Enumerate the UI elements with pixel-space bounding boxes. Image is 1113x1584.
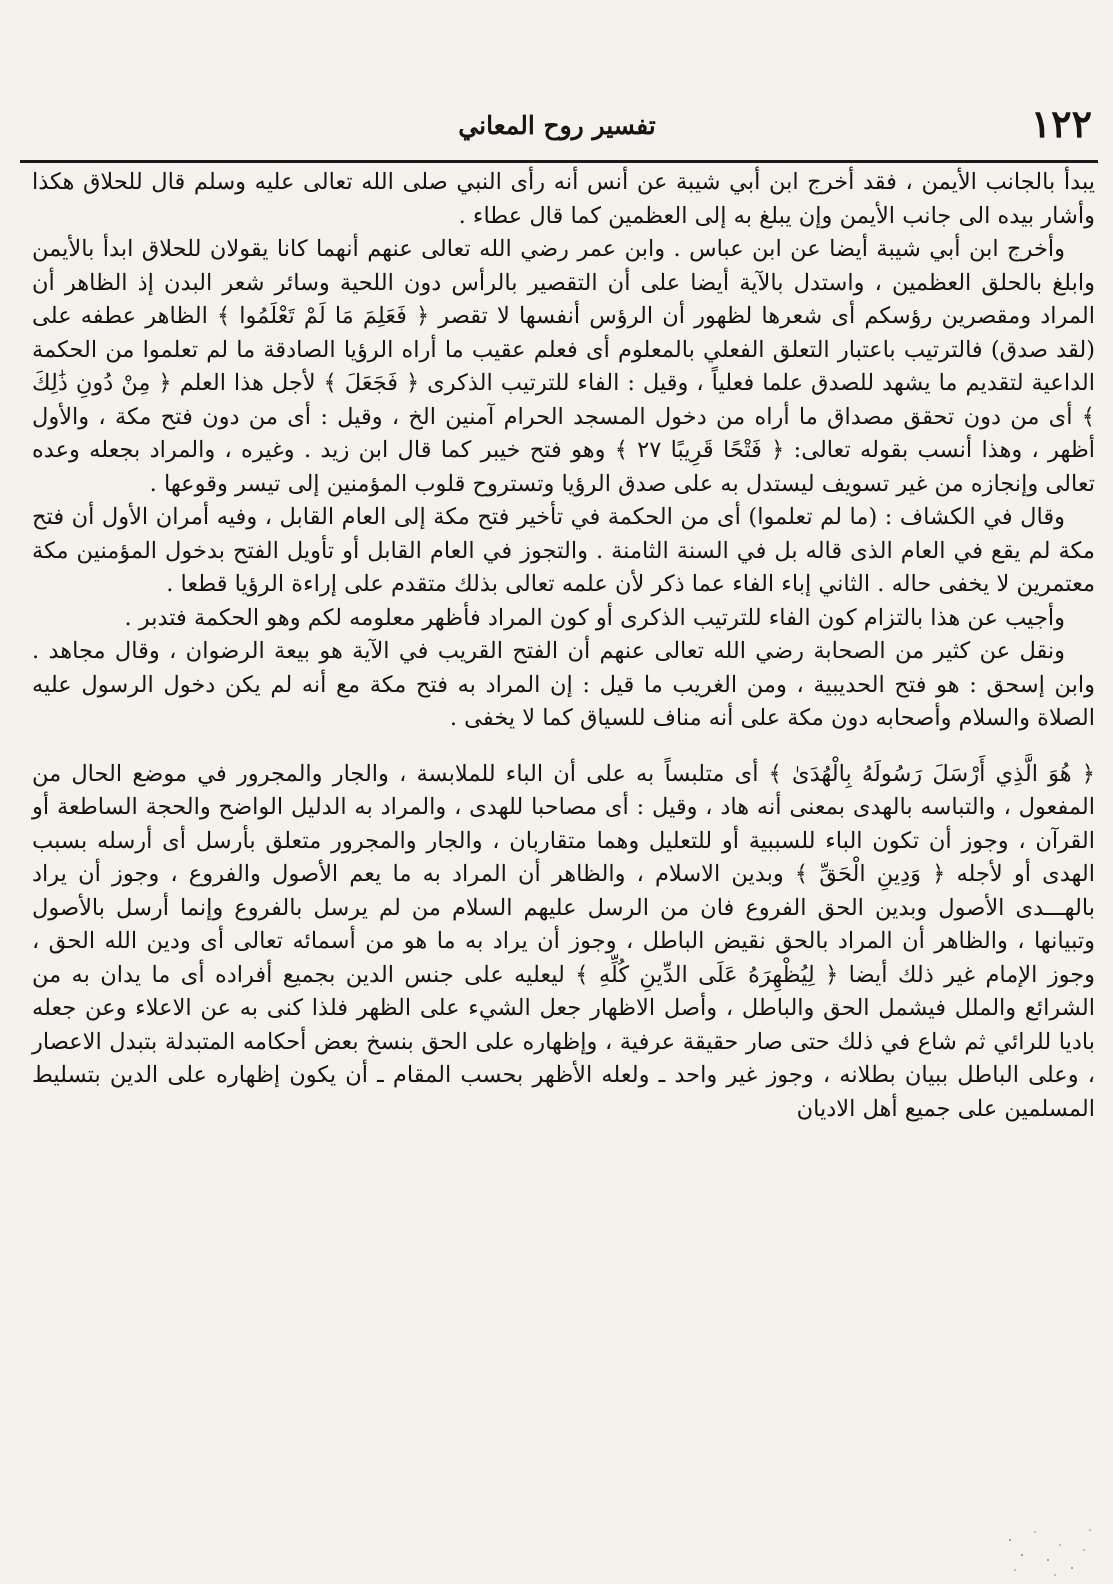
running-title: تفسير روح المعاني — [458, 111, 656, 140]
paragraph: ونقل عن كثير من الصحابة رضي الله تعالى عنهم أن الفتح القريب في الآية هو بيعة الرضوان ، وقال مجاهد . وابن إسحق : هو فتح الحديبية ، ومن الغريب ما قيل : إن المراد به فتح مكة مع أنه لم يكن دخول الرسول عليه الصلاة والسلام وأصحابه دون مكة على أنه مناف للسياق كما لا يخفى . — [32, 638, 1095, 731]
scan-speckle — [1000, 1520, 1100, 1580]
paragraph: وأجيب عن هذا بالتزام كون الفاء للترتيب الذكرى أو كون المراد فأظهر معلومه لكم وهو الحكمة فتدبر . — [124, 604, 1065, 631]
main-text — [32, 166, 1095, 1126]
section-gap — [32, 736, 1095, 758]
paragraph: وأخرج ابن أبي شيبة أيضا عن ابن عباس . وابن عمر رضي الله تعالى عنهم أنهما كانا يقولان للحلاق ابدأ بالأيمن وابلغ بالحلق العظمين ، واستدل بالآية أيضا على أن التقصير بالرأس دون اللحية وسائر شعر البدن إذ الظاهر أن المراد ومقصرين رؤسكم أى شعرها لظهور أن الرؤس أنفسها لا تقصر ﴿ فَعَلِمَ مَا لَمْ تَعْلَمُوا ﴾ الظاهر عطفه على (لقد صدق) فالترتيب باعتبار التعلق الفعلي بالمعلوم أى فعلم عقيب ما أراه الرؤيا الصادقة ما لم تعلموا من الحكمة الداعية لتقديم ما يشهد للصدق علما فعلياً ، وقيل : الفاء للترتيب الذكرى ﴿ فَجَعَلَ ﴾ لأجل هذا العلم ﴿ مِنْ دُونِ ذَٰلِكَ ﴾ أى من دون تحقق مصداق ما أراه من دخول المسجد الحرام آمنين الخ ، وقيل : أى من دون فتح مكة ، والأول أظهر ، وهذا أنسب بقوله تعالى: ﴿ فَتْحًا قَرِيبًا ٢٧ ﴾ وهو فتح خيبر كما قال ابن زيد . وغيره ، والمراد بجعله وعده تعالى وإنجازه من غير تسويف ليستدل به على صدق الرؤيا وتستروح قلوب المؤمنين إلى تيسر وقوعها . — [32, 236, 1095, 497]
paragraph: وقال في الكشاف : (ما لم تعلموا) أى من الحكمة في تأخير فتح مكة إلى العام القابل ، وفيه أمران الأول أن فتح مكة لم يقع في العام الذى قاله بل في السنة الثامنة . والتجوز في العام القابل أو تأويل الفتح بدخول المؤمنين مكة معتمرين لا يخفى حاله . الثاني إباء الفاء عما ذكر لأن علمه تعالى بذلك متقدم على إراءة الرؤيا قطعا . — [32, 504, 1095, 597]
paragraph: ﴿ هُوَ الَّذِي أَرْسَلَ رَسُولَهُ بِالْهُدَىٰ ﴾ أى متلبساً به على أن الباء للملابسة ، والجار والمجرور في موضع الحال من المفعول ، والتباسه بالهدى بمعنى أنه هاد ، وقيل : أى مصاحبا للهدى ، والمراد به الدليل الواضح والحجة الساطعة أو القرآن ، وجوز أن تكون الباء للسببية أو للتعليل وهما متقاربان ، والجار والمجرور متعلق بأرسل أى أرسله بسبب الهدى أو لأجله ﴿ وَدِينِ الْحَقِّ ﴾ وبدين الاسلام ، والظاهر أن المراد به ما يعم الأصول والفروع ، وجوز أن يراد بالهـــدى الأصول وبدين الحق الفروع فان من الرسل عليهم السلام من لم يرسل بالفروع وإنما أرسل بالأصول وتبيانها ، والظاهر أن المراد بالحق نقيض الباطل ، وجوز أن يراد به ما هو من أسمائه تعالى أى ودين الله الحق ، وجوز الإمام غير ذلك أيضا ﴿ لِيُظْهِرَهُ عَلَى الدِّينِ كُلِّهِ ﴾ ليعليه على جنس الدين بجميع أفراده أى ما يدان به من الشرائع والملل فيشمل الحق والباطل ، وأصل الاظهار جعل الشيء على الظهر فلذا كنى به عن الاعلاء وعن جعله باديا للرائي ثم شاع في ذلك حتى صار حقيقة عرفية ، وإظهاره على الحق بنسخ بعض أحكامه المتبدلة بتبدل الاعصار ، وعلى الباطل ببيان بطلانه ، وجوز غير واحد ـ ولعله الأظهر بحسب المقام ـ أن يكون إظهاره على الدين بتسليط المسلمين على جميع أهل الاديان — [32, 760, 1095, 1122]
paragraph: يبدأ بالجانب الأيمن ، فقد أخرج ابن أبي شيبة عن أنس أنه رأى النبي صلى الله تعالى عليه وسلم قال للحلاق هكذا وأشار بيده الى جانب الأيمن وإن يبلغ به إلى العظمين كما قال عطاء . — [32, 169, 1095, 229]
page-number: ١٢٢ — [1030, 101, 1092, 146]
page-header — [22, 101, 1092, 154]
header-rule — [20, 160, 1098, 163]
